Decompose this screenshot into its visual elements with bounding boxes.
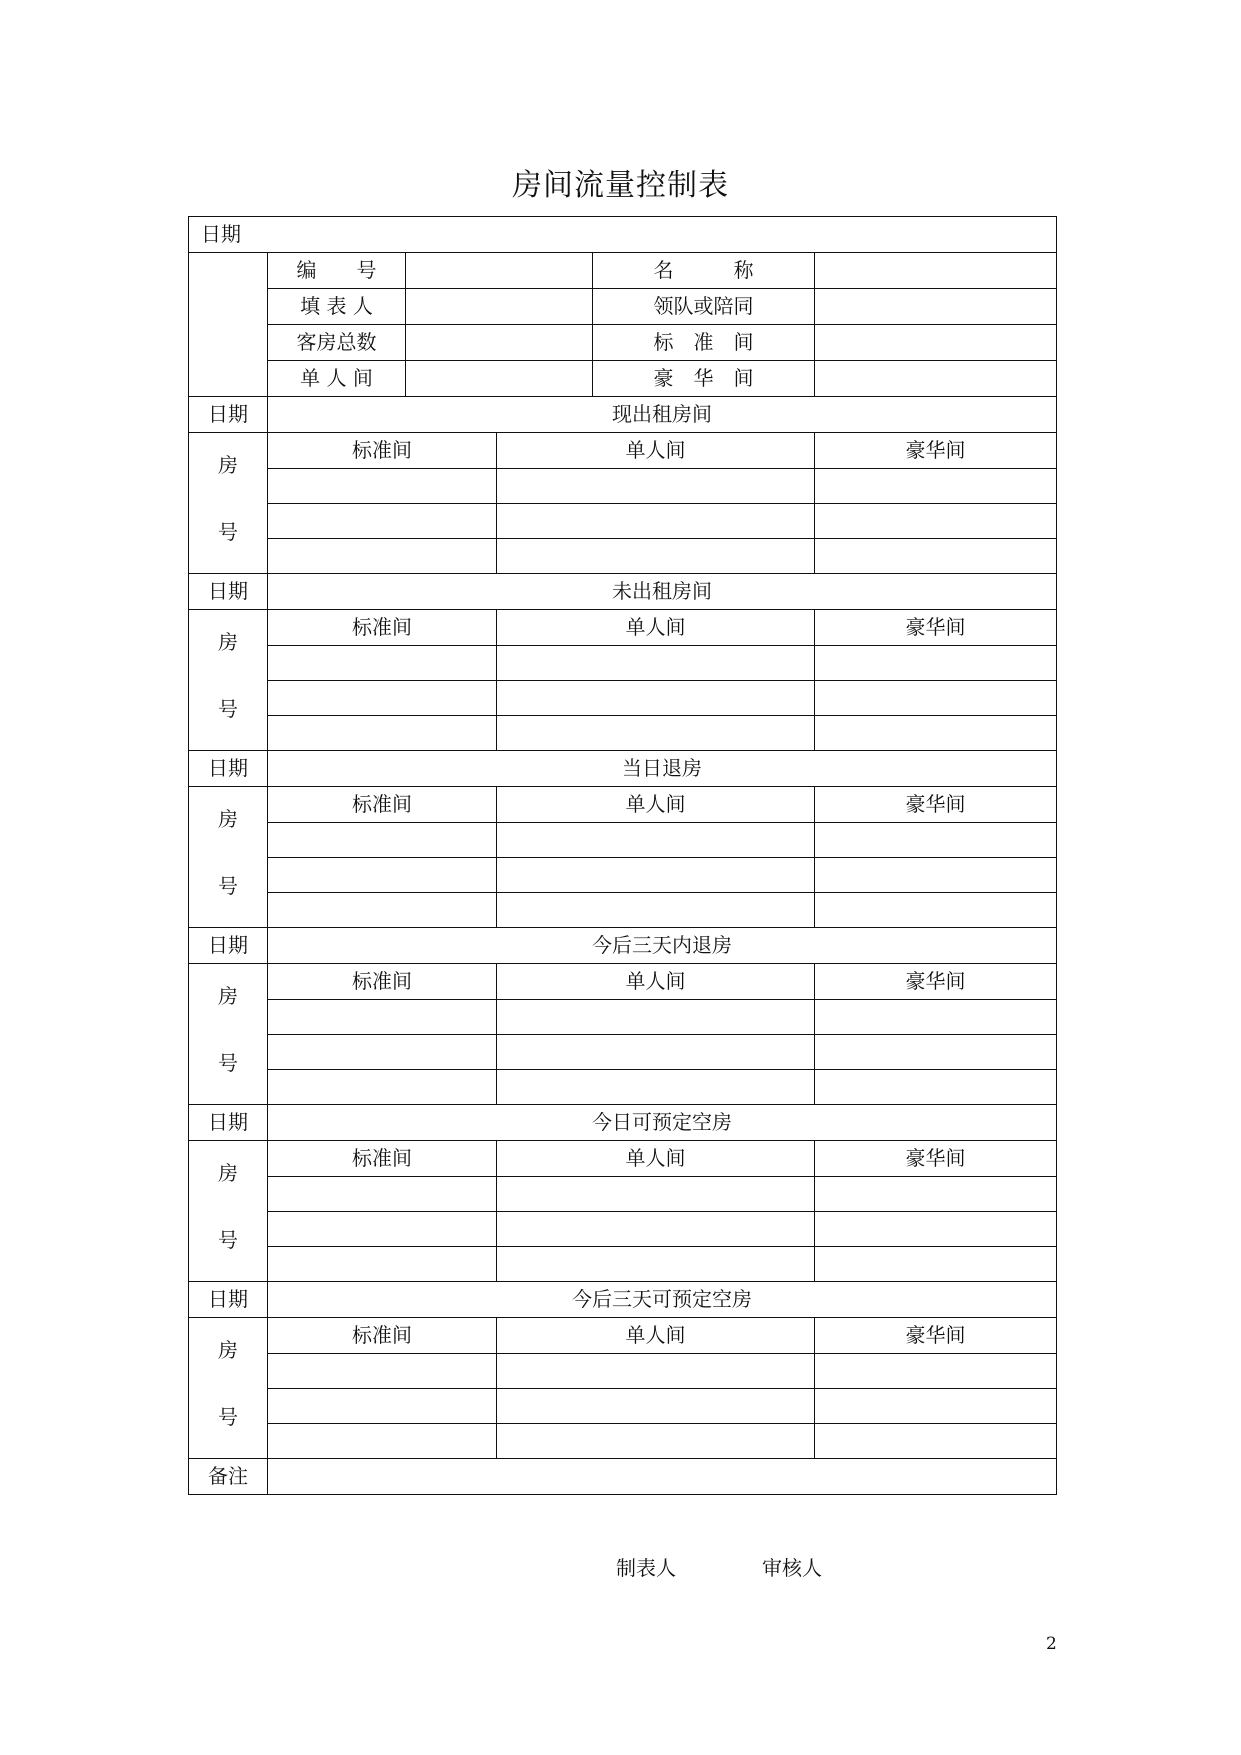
room-entry-cell[interactable] bbox=[497, 893, 815, 928]
column-header: 标准间 bbox=[268, 964, 497, 1000]
room-entry-row bbox=[189, 1000, 1057, 1035]
room-entry-cell[interactable] bbox=[815, 716, 1057, 751]
column-header: 豪华间 bbox=[815, 1318, 1057, 1354]
room-entry-cell[interactable] bbox=[268, 1212, 497, 1247]
header-blank-cell bbox=[189, 253, 268, 397]
column-header: 单人间 bbox=[497, 433, 815, 469]
room-entry-row bbox=[189, 1212, 1057, 1247]
reviewer-label: 审核人 bbox=[762, 1556, 822, 1580]
room-entry-cell[interactable] bbox=[815, 469, 1057, 504]
room-label-bottom: 号 bbox=[218, 1405, 238, 1429]
info-label: 客房总数 bbox=[268, 325, 406, 361]
section-title: 今后三天可预定空房 bbox=[268, 1282, 1057, 1318]
room-label-bottom: 号 bbox=[218, 697, 238, 721]
section-date-label: 日期 bbox=[189, 1282, 268, 1318]
section-title: 今日可预定空房 bbox=[268, 1105, 1057, 1141]
room-entry-cell[interactable] bbox=[268, 1354, 497, 1389]
column-header: 单人间 bbox=[497, 1318, 815, 1354]
room-number-label-cell bbox=[189, 433, 268, 574]
room-label-top: 房 bbox=[218, 984, 238, 1008]
info-label: 标 准 间 bbox=[593, 325, 815, 361]
room-entry-cell[interactable] bbox=[815, 893, 1057, 928]
room-entry-cell[interactable] bbox=[815, 681, 1057, 716]
page-number: 2 bbox=[1046, 1634, 1057, 1654]
section-date-label: 日期 bbox=[189, 1105, 268, 1141]
header-info-row bbox=[189, 289, 1057, 325]
room-label-top: 房 bbox=[218, 1161, 238, 1185]
room-entry-cell[interactable] bbox=[268, 539, 497, 574]
column-header: 单人间 bbox=[497, 1141, 815, 1177]
room-entry-cell[interactable] bbox=[268, 1247, 497, 1282]
room-entry-cell[interactable] bbox=[268, 823, 497, 858]
room-label-bottom: 号 bbox=[218, 874, 238, 898]
room-entry-row bbox=[189, 1424, 1057, 1459]
room-entry-cell[interactable] bbox=[268, 681, 497, 716]
signature-line bbox=[616, 1552, 822, 1581]
column-header: 标准间 bbox=[268, 610, 497, 646]
header-date-cell[interactable] bbox=[189, 217, 1057, 253]
room-entry-cell[interactable] bbox=[268, 469, 497, 504]
info-label: 单 人 间 bbox=[268, 361, 406, 397]
room-number-label-cell bbox=[189, 787, 268, 928]
room-entry-cell[interactable] bbox=[815, 1389, 1057, 1424]
room-entry-cell[interactable] bbox=[497, 1424, 815, 1459]
room-number-label-cell bbox=[189, 1141, 268, 1282]
column-header: 标准间 bbox=[268, 1141, 497, 1177]
remarks-label: 备注 bbox=[189, 1459, 268, 1495]
header-info-row bbox=[189, 253, 1057, 289]
header-date-row bbox=[189, 217, 1057, 253]
column-header: 标准间 bbox=[268, 787, 497, 823]
room-entry-cell[interactable] bbox=[497, 1389, 815, 1424]
remarks-input-cell[interactable] bbox=[268, 1459, 1057, 1495]
remarks-row bbox=[189, 1459, 1057, 1495]
column-header: 豪华间 bbox=[815, 787, 1057, 823]
room-entry-cell[interactable] bbox=[497, 1035, 815, 1070]
info-label: 填 表 人 bbox=[268, 289, 406, 325]
room-entry-row bbox=[189, 539, 1057, 574]
header-info-row bbox=[189, 325, 1057, 361]
room-entry-cell[interactable] bbox=[268, 1389, 497, 1424]
section-title: 当日退房 bbox=[268, 751, 1057, 787]
room-entry-cell[interactable] bbox=[815, 1070, 1057, 1105]
room-entry-cell[interactable] bbox=[815, 1177, 1057, 1212]
section-column-header-row bbox=[189, 433, 1057, 469]
room-entry-cell[interactable] bbox=[497, 539, 815, 574]
room-entry-cell[interactable] bbox=[268, 716, 497, 751]
maker-label: 制表人 bbox=[616, 1556, 676, 1580]
room-entry-cell[interactable] bbox=[268, 858, 497, 893]
room-entry-row bbox=[189, 893, 1057, 928]
room-entry-cell[interactable] bbox=[497, 858, 815, 893]
room-entry-cell[interactable] bbox=[815, 504, 1057, 539]
section-title: 今后三天内退房 bbox=[268, 928, 1057, 964]
room-entry-cell[interactable] bbox=[497, 1000, 815, 1035]
room-label-top: 房 bbox=[218, 630, 238, 654]
room-entry-cell[interactable] bbox=[497, 681, 815, 716]
info-value-cell[interactable] bbox=[815, 361, 1057, 397]
header-info-row bbox=[189, 361, 1057, 397]
header-date-label: 日期 bbox=[201, 222, 241, 246]
room-number-label-cell bbox=[189, 964, 268, 1105]
room-label-top: 房 bbox=[218, 1338, 238, 1362]
column-header: 豪华间 bbox=[815, 1141, 1057, 1177]
info-value-cell[interactable] bbox=[815, 325, 1057, 361]
room-entry-row bbox=[189, 716, 1057, 751]
room-entry-row bbox=[189, 681, 1057, 716]
room-entry-row bbox=[189, 646, 1057, 681]
section-header-row bbox=[189, 751, 1057, 787]
room-label-bottom: 号 bbox=[218, 1051, 238, 1075]
room-entry-cell[interactable] bbox=[497, 504, 815, 539]
room-entry-row bbox=[189, 1035, 1057, 1070]
room-entry-row bbox=[189, 1389, 1057, 1424]
room-entry-cell[interactable] bbox=[497, 1247, 815, 1282]
room-number-label-cell bbox=[189, 610, 268, 751]
room-entry-row bbox=[189, 1247, 1057, 1282]
section-header-row bbox=[189, 574, 1057, 610]
room-entry-row bbox=[189, 823, 1057, 858]
room-entry-cell[interactable] bbox=[497, 469, 815, 504]
column-header: 单人间 bbox=[497, 787, 815, 823]
room-label-top: 房 bbox=[218, 807, 238, 831]
column-header: 单人间 bbox=[497, 964, 815, 1000]
section-date-label: 日期 bbox=[189, 574, 268, 610]
room-number-label bbox=[189, 787, 267, 907]
room-entry-row bbox=[189, 1354, 1057, 1389]
room-entry-cell[interactable] bbox=[497, 716, 815, 751]
section-title: 现出租房间 bbox=[268, 397, 1057, 433]
info-value-cell[interactable] bbox=[815, 253, 1057, 289]
section-title: 未出租房间 bbox=[268, 574, 1057, 610]
room-entry-cell[interactable] bbox=[497, 823, 815, 858]
room-entry-row bbox=[189, 469, 1057, 504]
room-entry-cell[interactable] bbox=[815, 1212, 1057, 1247]
document-title: 房间流量控制表 bbox=[512, 168, 729, 203]
section-column-header-row bbox=[189, 1141, 1057, 1177]
info-value-cell[interactable] bbox=[406, 361, 593, 397]
room-entry-cell[interactable] bbox=[268, 1035, 497, 1070]
column-header: 豪华间 bbox=[815, 610, 1057, 646]
room-entry-cell[interactable] bbox=[268, 1070, 497, 1105]
section-header-row bbox=[189, 397, 1057, 433]
room-entry-cell[interactable] bbox=[497, 1177, 815, 1212]
room-label-bottom: 号 bbox=[218, 520, 238, 544]
room-entry-cell[interactable] bbox=[268, 646, 497, 681]
section-header-row bbox=[189, 1105, 1057, 1141]
room-entry-row bbox=[189, 1070, 1057, 1105]
section-date-label: 日期 bbox=[189, 751, 268, 787]
room-entry-cell[interactable] bbox=[815, 1000, 1057, 1035]
section-header-row bbox=[189, 1282, 1057, 1318]
info-value-cell[interactable] bbox=[406, 289, 593, 325]
room-entry-cell[interactable] bbox=[815, 646, 1057, 681]
room-entry-cell[interactable] bbox=[815, 1354, 1057, 1389]
section-column-header-row bbox=[189, 787, 1057, 823]
section-column-header-row bbox=[189, 610, 1057, 646]
room-entry-cell[interactable] bbox=[268, 1000, 497, 1035]
column-header: 单人间 bbox=[497, 610, 815, 646]
room-entry-row bbox=[189, 1177, 1057, 1212]
section-column-header-row bbox=[189, 1318, 1057, 1354]
info-value-cell[interactable] bbox=[815, 289, 1057, 325]
room-entry-cell[interactable] bbox=[268, 1424, 497, 1459]
column-header: 豪华间 bbox=[815, 964, 1057, 1000]
room-entry-cell[interactable] bbox=[497, 1212, 815, 1247]
info-value-cell[interactable] bbox=[406, 253, 593, 289]
column-header: 标准间 bbox=[268, 1318, 497, 1354]
room-number-label bbox=[189, 964, 267, 1084]
room-entry-cell[interactable] bbox=[815, 1035, 1057, 1070]
section-column-header-row bbox=[189, 964, 1057, 1000]
room-number-label bbox=[189, 1318, 267, 1438]
column-header: 豪华间 bbox=[815, 433, 1057, 469]
room-entry-cell[interactable] bbox=[497, 646, 815, 681]
room-number-label bbox=[189, 433, 267, 553]
room-entry-cell[interactable] bbox=[268, 893, 497, 928]
room-entry-cell[interactable] bbox=[497, 1070, 815, 1105]
info-label: 豪 华 间 bbox=[593, 361, 815, 397]
room-entry-cell[interactable] bbox=[815, 1424, 1057, 1459]
column-header: 标准间 bbox=[268, 433, 497, 469]
room-label-top: 房 bbox=[218, 453, 238, 477]
info-label: 领队或陪同 bbox=[593, 289, 815, 325]
room-number-label bbox=[189, 1141, 267, 1261]
info-value-cell[interactable] bbox=[406, 325, 593, 361]
room-number-label-cell bbox=[189, 1318, 268, 1459]
room-entry-cell[interactable] bbox=[815, 858, 1057, 893]
room-entry-cell[interactable] bbox=[815, 1247, 1057, 1282]
section-date-label: 日期 bbox=[189, 928, 268, 964]
room-entry-cell[interactable] bbox=[268, 504, 497, 539]
room-flow-control-table bbox=[188, 216, 1057, 1495]
section-header-row bbox=[189, 928, 1057, 964]
info-label: 编 号 bbox=[268, 253, 406, 289]
room-entry-cell[interactable] bbox=[815, 539, 1057, 574]
room-number-label bbox=[189, 610, 267, 730]
room-entry-cell[interactable] bbox=[815, 823, 1057, 858]
section-date-label: 日期 bbox=[189, 397, 268, 433]
room-entry-row bbox=[189, 504, 1057, 539]
room-label-bottom: 号 bbox=[218, 1228, 238, 1252]
info-label: 名 称 bbox=[593, 253, 815, 289]
room-entry-cell[interactable] bbox=[268, 1177, 497, 1212]
room-entry-row bbox=[189, 858, 1057, 893]
room-entry-cell[interactable] bbox=[497, 1354, 815, 1389]
